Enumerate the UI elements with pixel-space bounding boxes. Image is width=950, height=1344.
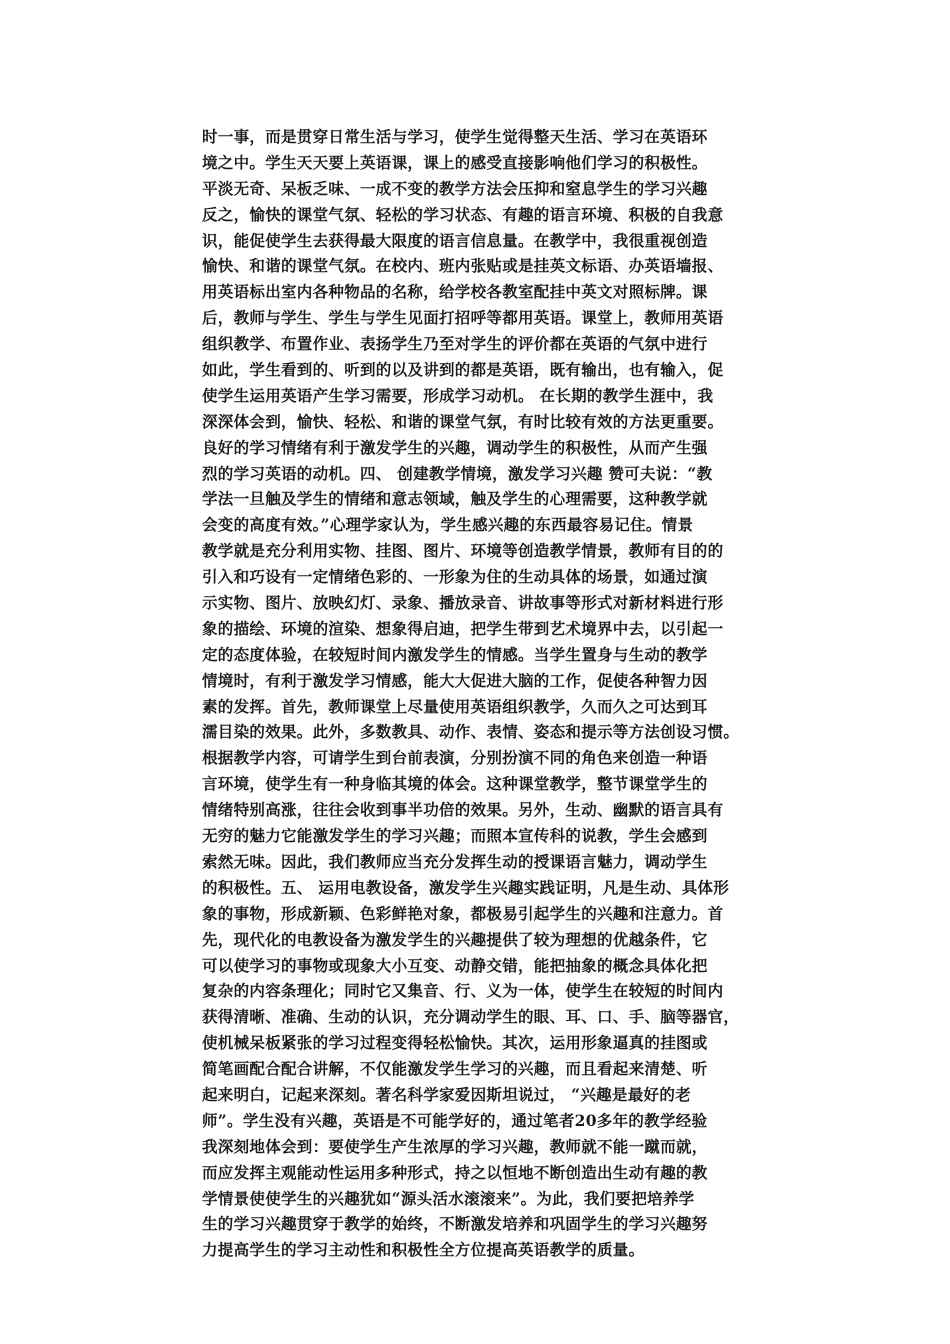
text-line: 濡目染的效果。此外，多数教具、动作、表情、姿态和提示等方法创设习惯。	[202, 722, 740, 742]
text-line: 愉快、和谐的课堂气氛。在校内、班内张贴或是挂英文标语、办英语墙报、	[202, 256, 724, 276]
text-line: 深深体会到，愉快、轻松、和谐的课堂气氛，有时比较有效的方法更重要。	[202, 411, 724, 431]
text-line: 会变的高度有效。”心理学家认为，学生感兴趣的东西最容易记住。情景	[202, 515, 694, 535]
text-line: 后，教师与学生、学生与学生见面打招呼等都用英语。课堂上，教师用英语	[202, 308, 724, 328]
text-line: 索然无味。因此，我们教师应当充分发挥生动的授课语言魅力，调动学生	[202, 851, 708, 871]
text-line: 先，现代化的电教设备为激发学生的兴趣提供了较为理想的优越条件，它	[202, 929, 708, 949]
text-line: 言环境，使学生有一种身临其境的体会。这种课堂教学，整节课堂学生的	[202, 774, 708, 794]
text-line: 用英语标出室内各种物品的名称，给学校各教室配挂中英文对照标牌。课	[202, 282, 708, 302]
text-line: 根据教学内容，可请学生到台前表演，分别扮演不同的角色来创造一种语	[202, 748, 708, 768]
text-line: 烈的学习英语的动机。四、 创建教学情境，激发学习兴趣 赞可夫说：“教	[202, 463, 713, 483]
text-line: 时一事，而是贯穿日常生活与学习，使学生觉得整天生活、学习在英语环	[202, 127, 708, 146]
text-line: 生的学习兴趣贯穿于教学的始终，不断激发培养和巩固学生的学习兴趣努	[202, 1214, 708, 1234]
text-line: 复杂的内容条理化；同时它又集音、行、义为一体，使学生在较短的时间内	[202, 981, 724, 1001]
text-line: 使学生运用英语产生学习需要，形成学习动机。 在长期的教学生涯中，我	[202, 385, 714, 405]
text-line: 使机械呆板紧张的学习过程变得轻松愉快。其次，运用形象逼真的挂图或	[202, 1033, 708, 1053]
text-line: 识，能促使学生去获得最大限度的语言信息量。在教学中，我很重视创造	[202, 230, 708, 250]
body-text	[202, 124, 802, 1263]
text-line: 无穷的魅力它能激发学生的学习兴趣；而照本宣传科的说教，学生会感到	[202, 826, 708, 846]
text-line: 素的发挥。首先，教师课堂上尽量使用英语组织教学，久而久之可达到耳	[202, 696, 708, 716]
text-line: 情境时，有利于激发学习情感，能大大促进大脑的工作，促使各种智力因	[202, 670, 708, 690]
text-line: 如此，学生看到的、听到的以及讲到的都是英语，既有输出，也有输入，促	[202, 360, 724, 380]
text-line: 反之，愉快的课堂气氛、轻松的学习状态、有趣的语言环境、积极的自我意	[202, 204, 724, 224]
text-line: 学法一旦触及学生的情绪和意志领域，触及学生的心理需要，这种教学就	[202, 489, 708, 509]
text-line: 可以使学习的事物或现象大小互变、动静交错，能把抽象的概念具体化把	[202, 955, 708, 975]
text-line: 教学就是充分利用实物、挂图、图片、环境等创造教学情景，教师有目的的	[202, 541, 724, 561]
text-line: 平淡无奇、呆板乏味、一成不变的教学方法会压抑和窒息学生的学习兴趣	[202, 178, 708, 198]
text-line: 引入和巧设有一定情绪色彩的、一形象为住的生动具体的场景，如通过演	[202, 567, 708, 587]
text-line: 示实物、图片、放映幻灯、录象、播放录音、讲故事等形式对新材料进行形	[202, 593, 724, 613]
text-line: 而应发挥主观能动性运用多种形式，持之以恒地不断创造出生动有趣的教	[202, 1162, 708, 1182]
text-line: 良好的学习情绪有利于激发学生的兴趣，调动学生的积极性，从而产生强	[202, 437, 708, 457]
text-line: 象的事物，形成新颖、色彩鲜艳对象，都极易引起学生的兴趣和注意力。首	[202, 903, 724, 923]
text-line: 的积极性。五、 运用电教设备，激发学生兴趣实践证明，凡是生动、具体形	[202, 877, 730, 897]
text-line: 象的描绘、环境的渲染、想象得启迪，把学生带到艺术境界中去，以引起一	[202, 618, 724, 638]
text-line: 起来明白，记起来深刻。著名科学家爱因斯坦说过， “兴趣是最好的老	[202, 1084, 691, 1104]
text-line: 学情景使使学生的兴趣犹如“源头活水滚滚来”。为此，我们要把培养学	[202, 1188, 695, 1208]
text-line: 简笔画配合配合讲解，不仅能激发学生学习的兴趣，而且看起来清楚、听	[202, 1059, 708, 1079]
text-line: 获得清晰、准确、生动的认识，充分调动学生的眼、耳、口、手、脑等器官，	[202, 1007, 740, 1027]
text-line: 情绪特别高涨，往往会收到事半功倍的效果。另外，生动、幽默的语言具有	[202, 800, 724, 820]
text-line: 组织教学、布置作业、表扬学生乃至对学生的评价都在英语的气氛中进行	[202, 334, 708, 354]
text-line: 定的态度体验，在较短时间内激发学生的情感。当学生置身与生动的教学	[202, 644, 708, 664]
text-line: 师”。学生没有兴趣，英语是不可能学好的，通过笔者20多年的教学经验	[202, 1110, 708, 1130]
text-line: 我深刻地体会到：要使学生产生浓厚的学习兴趣，教师就不能一蹴而就，	[202, 1136, 708, 1156]
text-line: 境之中。学生天天要上英语课，课上的感受直接影响他们学习的积极性。	[202, 152, 708, 172]
text-line: 力提高学生的学习主动性和积极性全方位提高英语教学的质量。	[202, 1240, 645, 1260]
